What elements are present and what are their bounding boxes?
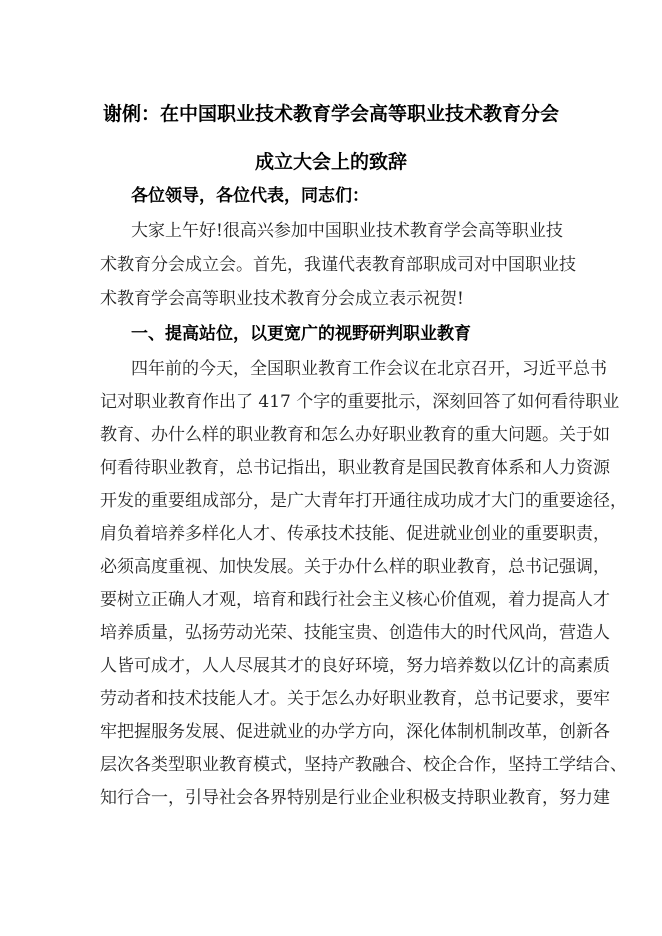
paragraph-line: 牢把握服务发展、促进就业的办学方向，深化体制机制改革，创新各	[100, 722, 610, 742]
paragraph-line: 记对职业教育作出了 417 个字的重要批示，深刻回答了如何看待职业	[100, 392, 620, 412]
paragraph-line: 何看待职业教育，总书记指出，职业教育是国民教育体系和人力资源	[100, 458, 610, 478]
paragraph-line: 教育、办什么样的职业教育和怎么办好职业教育的重大问题。关于如	[100, 425, 610, 445]
paragraph-line: 肩负着培养多样化人才、传承技术技能、促进就业创业的重要职责，	[100, 524, 610, 544]
paragraph-line: 必须高度重视、加快发展。关于办什么样的职业教育，总书记强调，	[100, 557, 610, 577]
section-heading: 一、提高站位，以更宽广的视野研判职业教育	[131, 324, 471, 344]
paragraph-line: 劳动者和技术技能人才。关于怎么办好职业教育，总书记要求，要牢	[100, 689, 610, 709]
paragraph-line: 术教育学会高等职业技术教育分会成立表示祝贺!	[100, 289, 464, 309]
paragraph-line: 开发的重要组成部分，是广大青年打开通往成功成才大门的重要途径，	[100, 491, 627, 511]
paragraph-line: 知行合一，引导社会各界特别是行业企业积极支持职业教育，努力建	[100, 788, 610, 808]
paragraph-line: 术教育分会成立会。首先，我谨代表教育部职成司对中国职业技	[100, 255, 576, 275]
paragraph-line: 四年前的今天，全国职业教育工作会议在北京召开，习近平总书	[131, 359, 607, 379]
paragraph-line: 层次各类型职业教育模式，坚持产教融合、校企合作，坚持工学结合、	[100, 755, 627, 775]
paragraph-line: 培养质量，弘扬劳动光荣、技能宝贵、创造伟大的时代风尚，营造人	[100, 623, 610, 643]
paragraph-line: 人皆可成才，人人尽展其才的良好环境，努力培养数以亿计的高素质	[100, 656, 610, 676]
salutation: 各位领导，各位代表，同志们：	[131, 186, 369, 206]
paragraph-line: 大家上午好!很高兴参加中国职业技术教育学会高等职业技	[131, 221, 563, 241]
paragraph-line: 要树立正确人才观，培育和践行社会主义核心价值观，着力提高人才	[100, 590, 610, 610]
document-title-line-2: 成立大会上的致辞	[254, 151, 407, 173]
document-title-line-1: 谢俐：在中国职业技术教育学会高等职业技术教育分会	[102, 103, 559, 125]
